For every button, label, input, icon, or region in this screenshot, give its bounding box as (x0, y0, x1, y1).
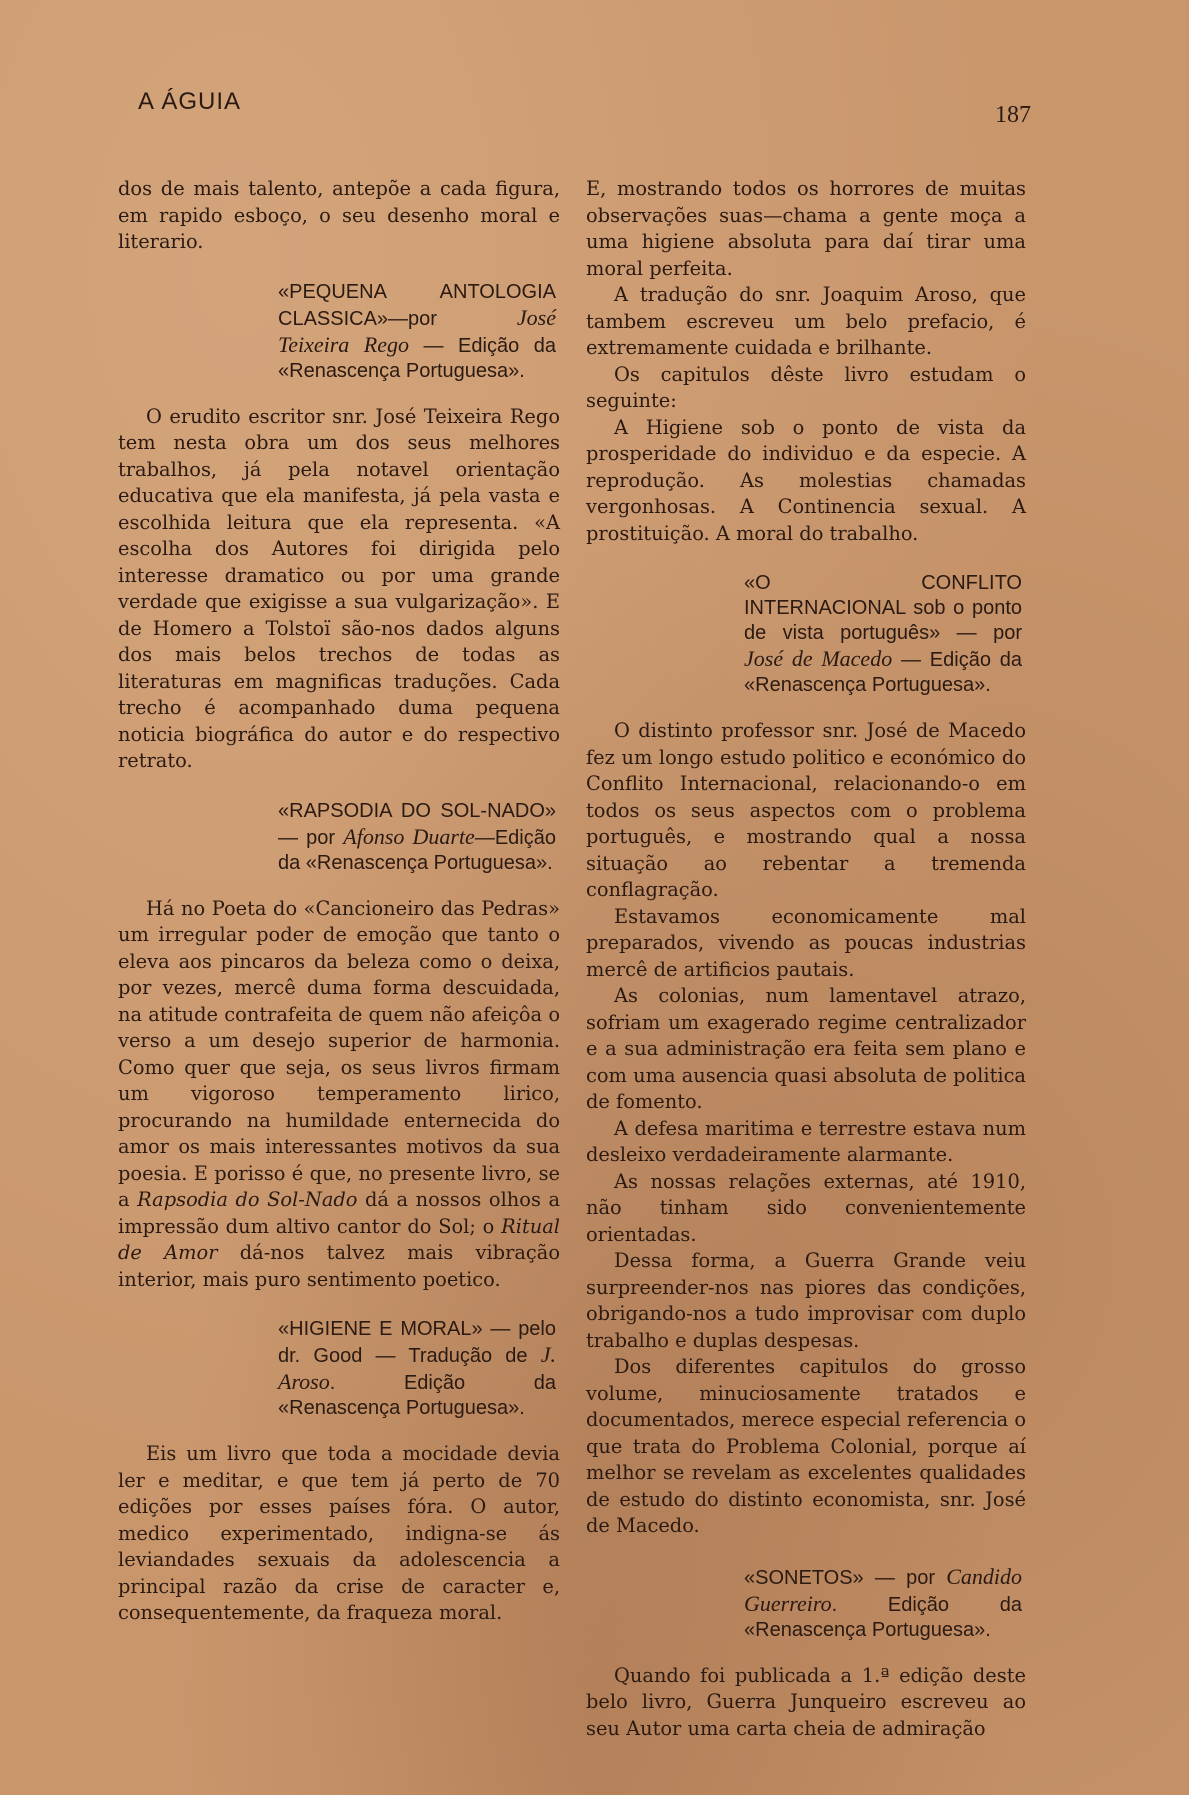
paragraph: Eis um livro que toda a mocidade devia ler e meditar, e que tem já perto de 70 edições por esses países fóra. O autor, medico experimentado, indigna-se ás leviandades sexuais da adolescencia a principal razão da crise de caracter e, consequentemente, da fraqueza moral. (118, 1442, 560, 1624)
paragraph: A tradução do snr. Joaquim Aroso, que tambem escreveu um belo prefacio, é extremamente cuidada e brilhante. (586, 283, 1026, 359)
paragraph: Quando foi publicada a 1.ª edição deste belo livro, Guerra Junqueiro escreveu ao seu Autor uma carta cheia de admiração (586, 1663, 1026, 1740)
paragraph: Há no Poeta do «Cancioneiro das Pedras» um irregular poder de emoção que tanto o eleva aos pincaros da beleza como o deixa, por vezes, mercê duma forma descuidada, na atitude contrafeita de quem não afeiçôa o verso a um desejo superior de harmonia. Como quer que seja, os seus livros firmam um vigoroso temperamento lirico, procurando na humildade enternecida do amor os mais interessantes motivos da sua poesia. E porisso é que, no presente livro, se a Rapsodia do Sol-Nado dá a nossos olhos a impressão dum altivo cantor do Sol; o Ritual de Amor dá-nos talvez mais vibração interior, mais puro sentimento poetico. (118, 896, 561, 1291)
paragraph: O distinto professor snr. José de Macedo fez um longo estudo politico e económico do Conflito Internacional, relacionando-o em todos os seus aspectos com o problema português, e mostrando qual a nossa situação ao rebentar a tremenda conflagração. (586, 719, 1026, 901)
paragraph: Dessa forma, a Guerra Grande veiu surpreender-nos nas piores das condições, obrigando-nos a tudo improvisar com duplo trabalho e duplas despesas. (586, 1249, 1026, 1352)
book-entry-heading: «HIGIENE E MORAL» — pelo dr. Good — Tradução de J. Aroso. Edição da «Renascença Portuguesa». (278, 1318, 556, 1419)
paragraph: Estavamos economicamente mal preparados, vivendo as poucas industrias mercê de artificios pautais. (586, 904, 1026, 981)
running-title: A ÁGUIA (138, 88, 242, 115)
book-entry-heading: «RAPSODIA DO SOL-NADO» — por Afonso Duarte—Edição da «Renascença Portuguesa». (278, 799, 556, 874)
paragraph: dos de mais talento, antepõe a cada figura, em rapido esboço, o seu desenho moral e literario. (118, 177, 560, 253)
paragraph: O erudito escritor snr. José Teixeira Rego tem nesta obra um dos seus melhores trabalhos, já pela notavel orientação educativa que ela manifesta, já pela vasta e escolhida leitura que ela representa. «A escolha dos Autores foi dirigida pelo interesse dramatico ou por uma grande verdade que exigisse a sua vulgarização». E de Homero a Tolstoï são-nos dados alguns dos mais belos trechos de todas as literaturas em magnificas traduções. Cada trecho é acompanhado duma pequena noticia biográfica do autor e do respectivo retrato. (118, 404, 560, 772)
book-entry-heading: «SONETOS» — por Candido Guerreiro. Edição da «Renascença Portuguesa». (744, 1563, 1022, 1641)
paragraph: A defesa maritima e terrestre estava num desleixo verdadeiramente alarmante. (586, 1116, 1026, 1166)
book-entry-heading: «O CONFLITO INTERNACIONAL sob o ponto de vista português» — por José de Macedo — Edição da «Renascença Portuguesa». (744, 572, 1022, 696)
right-column (586, 176, 1026, 1742)
paragraph: E, mostrando todos os horrores de muitas observações suas—chama a gente moça a uma higiene absoluta para daí tirar uma moral perfeita. (586, 177, 1026, 280)
paragraph: As nossas relações externas, até 1910, não tinham sido convenientemente orientadas. (586, 1169, 1026, 1246)
left-column (118, 176, 560, 1627)
page-number: 187 (995, 102, 1031, 128)
paragraph: Dos diferentes capitulos do grosso volume, minuciosamente tratados e documentados, merece especial referencia o que trata do Problema Colonial, porque aí melhor se revelam as excelentes qualidades de estudo do distinto economista, snr. José de Macedo. (586, 1355, 1027, 1537)
paragraph: A Higiene sob o ponto de vista da prosperidade do individuo e da especie. A reprodução. As molestias chamadas vergonhosas. A Continencia sexual. A prostituição. A moral do trabalho. (586, 415, 1026, 545)
book-entry-heading: «PEQUENA ANTOLOGIA CLASSICA»—por José Teixeira Rego — Edição da «Renascença Portuguesa». (278, 280, 556, 382)
paragraph: Os capitulos dêste livro estudam o seguinte: (586, 362, 1026, 412)
paragraph: As colonias, num lamentavel atrazo, sofriam um exagerado regime centralizador e a sua administração era feita sem plano e com uma ausencia quasi absoluta de politica de fomento. (586, 984, 1026, 1113)
